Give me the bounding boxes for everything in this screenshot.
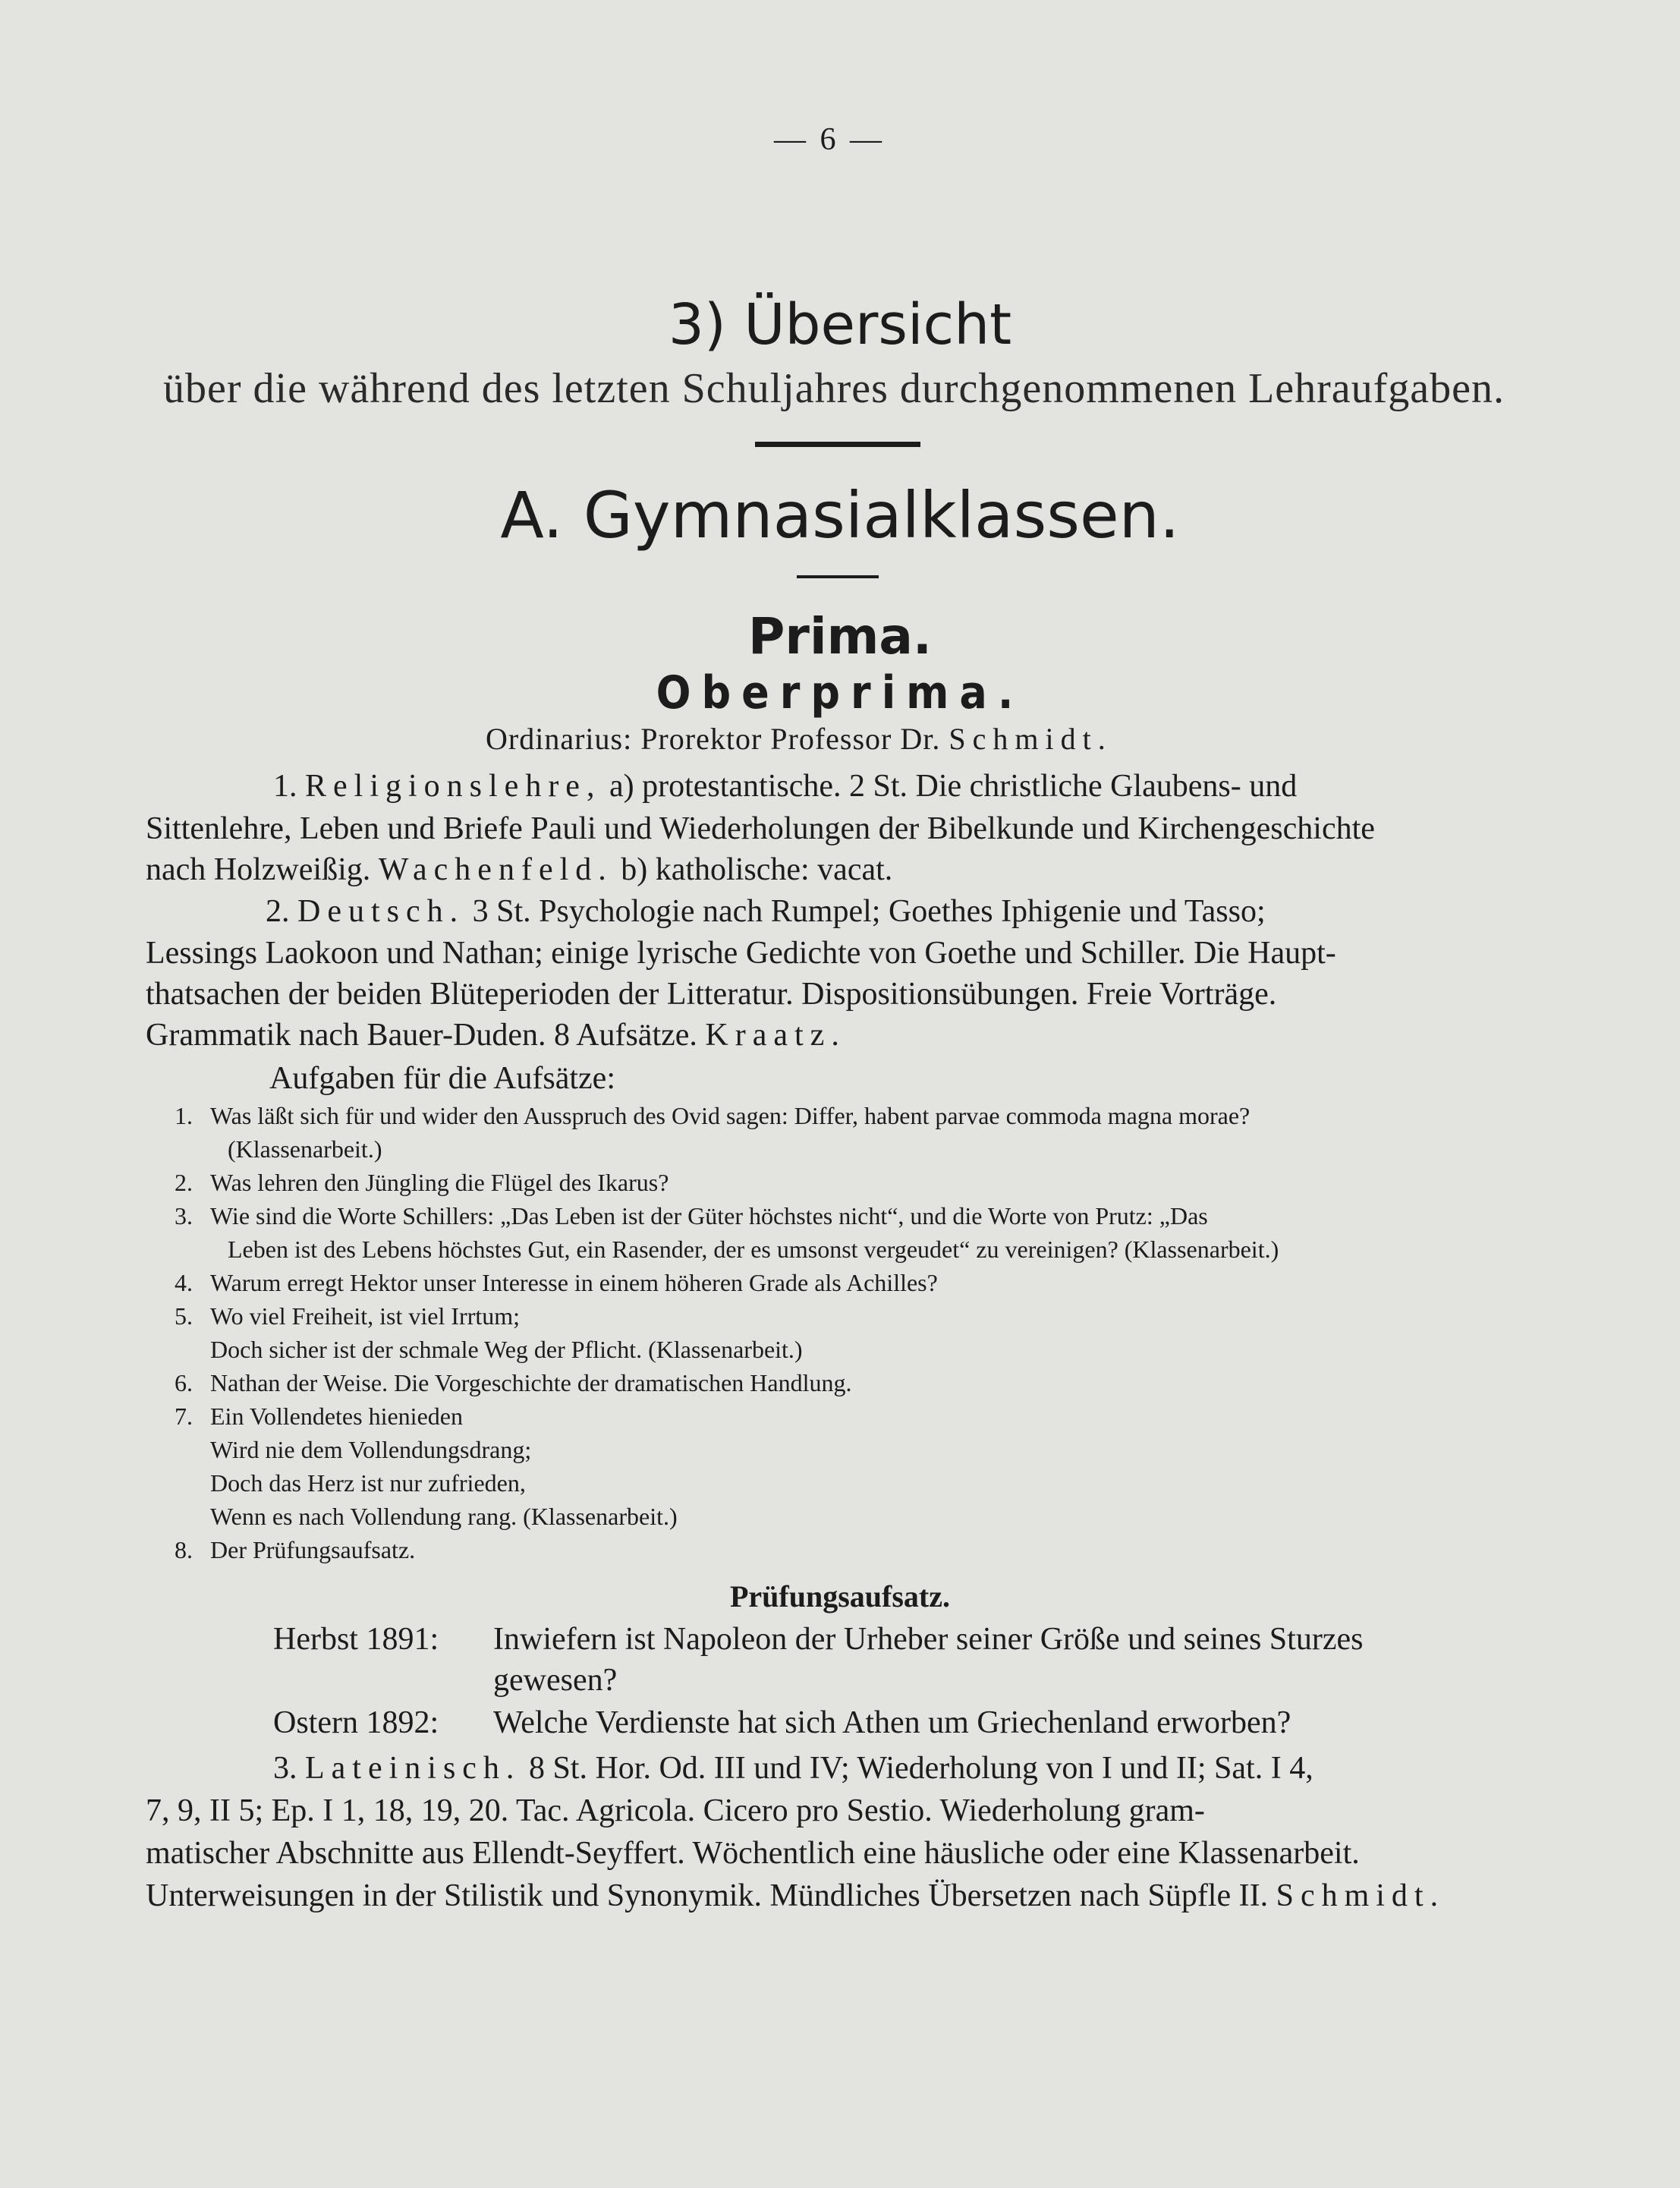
aufgabe-text: Wo viel Freiheit, ist viel Irrtum; xyxy=(210,1302,521,1330)
religion-line-1: 1. Religionslehre, a) protestantische. 2 St. Die christliche Glaubens- und xyxy=(273,769,1298,804)
latein-line-3: matischer Abschnitte aus Ellendt-Seyffert. Wöchentlich eine häusliche oder eine Klassenarbeit. xyxy=(146,1836,1360,1871)
aufgabe-text: (Klassenarbeit.) xyxy=(228,1135,382,1163)
deutsch-line-2: Lessings Laokoon und Nathan; einige lyrische Gedichte von Goethe und Schiller. Die Haupt- xyxy=(146,936,1336,971)
aufgabe-text: Doch das Herz ist nur zufrieden, xyxy=(210,1469,526,1497)
pruefung-herbst-text-2: gewesen? xyxy=(493,1663,618,1698)
ordinarius-name: Schmidt. xyxy=(949,722,1112,756)
aufgabe-text: Was läßt sich für und wider den Ausspruch des Ovid sagen: Differ, habent parvae commoda magna morae? xyxy=(210,1102,1251,1129)
aufgabe-num: 2. xyxy=(175,1169,193,1196)
deutsch-line-1: 2. Deutsch. 3 St. Psychologie nach Rumpel; Goethes Iphigenie und Tasso; xyxy=(266,894,1266,929)
aufgabe-num: 5. xyxy=(175,1302,193,1330)
page-number: — 6 — xyxy=(774,122,885,157)
aufgabe-num: 7. xyxy=(175,1403,193,1430)
subject-name: Religionslehre, xyxy=(305,769,602,804)
aufgaben-heading: Aufgaben für die Aufsätze: xyxy=(269,1061,615,1096)
divider-rule-short xyxy=(797,575,879,578)
aufgabe-num: 8. xyxy=(175,1536,193,1563)
heading-subtitle: über die während des letzten Schuljahres durchgenommenen Lehraufgaben. xyxy=(163,365,1505,412)
aufgabe-num: 3. xyxy=(175,1202,193,1229)
class-title: Prima. xyxy=(748,607,932,666)
aufgabe-text: Nathan der Weise. Die Vorgeschichte der dramatischen Handlung. xyxy=(210,1369,852,1396)
aufgabe-num: 6. xyxy=(175,1369,193,1396)
subject-name: Deutsch. xyxy=(297,894,465,929)
teacher-name: Kraatz. xyxy=(705,1018,846,1053)
pruefung-herbst-label: Herbst 1891: xyxy=(273,1622,439,1657)
latein-line-1: 3. Lateinisch. 8 St. Hor. Od. III und IV; Wiederholung von I und II; Sat. I 4, xyxy=(273,1751,1313,1786)
deutsch-line-3: thatsachen der beiden Blüteperioden der Litteratur. Dispositionsübungen. Freie Vorträge. xyxy=(146,977,1277,1012)
religion-line-2: Sittenlehre, Leben und Briefe Pauli und Wiederholungen der Bibelkunde und Kirchengeschichte xyxy=(146,811,1375,846)
aufgabe-text: Doch sicher ist der schmale Weg der Pflicht. (Klassenarbeit.) xyxy=(210,1336,803,1363)
subclass-title: Oberprima. xyxy=(656,666,1024,719)
teacher-name: Wachenfeld. xyxy=(378,852,613,887)
aufgabe-num: 4. xyxy=(175,1269,193,1296)
religion-line-3: nach Holzweißig. Wachenfeld. b) katholische: vacat. xyxy=(146,852,893,887)
aufgabe-text: Leben ist des Lebens höchstes Gut, ein Rasender, der es umsonst vergeudet“ zu vereinigen? (Klassenarbeit.) xyxy=(228,1236,1279,1263)
aufgabe-text: Wenn es nach Vollendung rang. (Klassenarbeit.) xyxy=(210,1503,678,1530)
aufgabe-num: 1. xyxy=(175,1102,193,1129)
latein-line-4: Unterweisungen in der Stilistik und Synonymik. Mündliches Übersetzen nach Süpfle II. Schmidt. xyxy=(146,1878,1446,1913)
heading-title: 3) Übersicht xyxy=(668,292,1012,357)
latein-line-2: 7, 9, II 5; Ep. I 1, 18, 19, 20. Tac. Agricola. Cicero pro Sestio. Wiederholung gram- xyxy=(146,1793,1205,1828)
ordinarius-line xyxy=(486,721,1112,757)
pruefung-heading: Prüfungsaufsatz. xyxy=(729,1579,951,1613)
aufgabe-text: Was lehren den Jüngling die Flügel des Ikarus? xyxy=(210,1169,669,1196)
subject-name: Lateinisch. xyxy=(305,1751,521,1786)
pruefung-herbst-text: Inwiefern ist Napoleon der Urheber seiner Größe und seines Sturzes xyxy=(493,1622,1364,1657)
aufgabe-text: Der Prüfungsaufsatz. xyxy=(210,1536,416,1563)
pruefung-ostern-text: Welche Verdienste hat sich Athen um Griechenland erworben? xyxy=(493,1705,1291,1740)
deutsch-line-4: Grammatik nach Bauer-Duden. 8 Aufsätze. Kraatz. xyxy=(146,1018,846,1053)
aufgabe-text: Wird nie dem Vollendungsdrang; xyxy=(210,1436,532,1463)
pruefung-ostern-label: Ostern 1892: xyxy=(273,1705,439,1740)
divider-rule xyxy=(755,442,920,447)
teacher-name: Schmidt. xyxy=(1276,1878,1446,1913)
ordinarius-label: Ordinarius: Prorektor Professor Dr. xyxy=(486,722,941,756)
aufgabe-text: Warum erregt Hektor unser Interesse in einem höheren Grade als Achilles? xyxy=(210,1269,938,1296)
aufgabe-text: Ein Vollendetes hienieden xyxy=(210,1403,463,1430)
aufgabe-text: Wie sind die Worte Schillers: „Das Leben ist der Güter höchstes nicht“, und die Worte von Prutz: „Das xyxy=(210,1202,1208,1229)
section-title: A. Gymnasialklassen. xyxy=(500,478,1180,553)
